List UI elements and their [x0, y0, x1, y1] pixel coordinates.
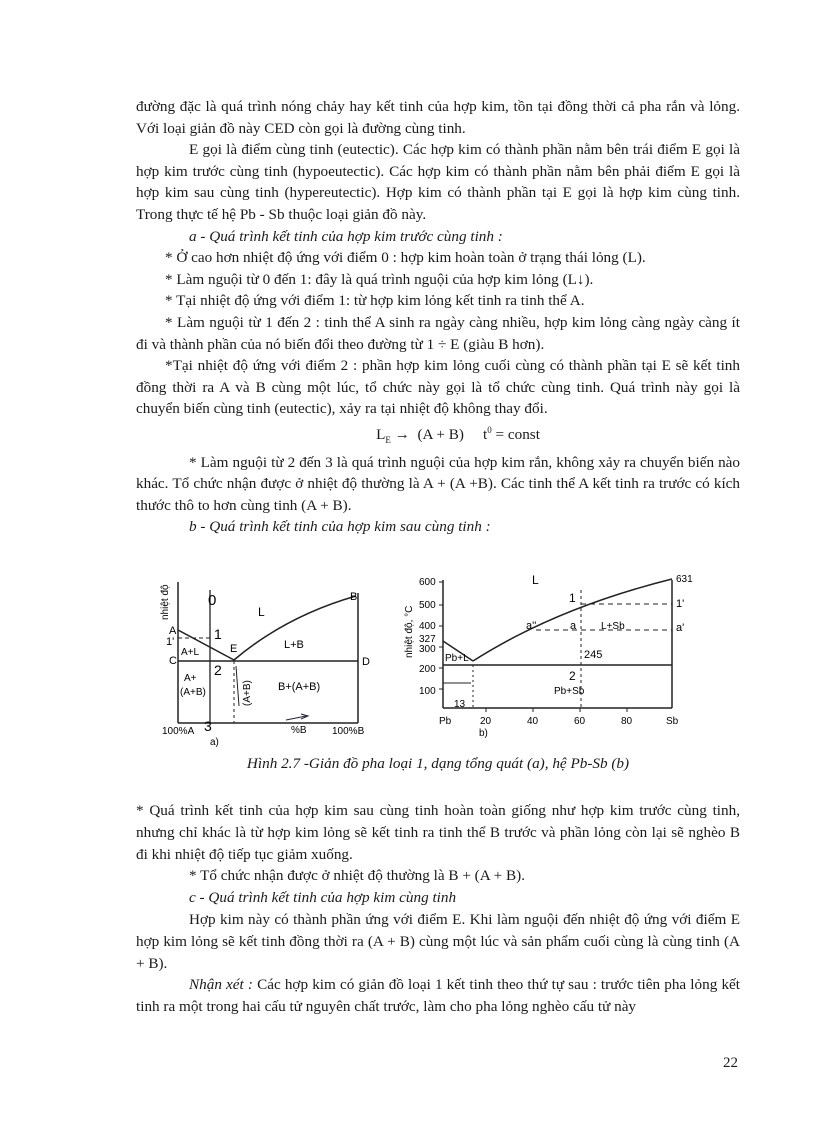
figure-caption: Hình 2.7 -Giản đồ pha loại 1, dạng tổng quát (a), hệ Pb-Sb (b) — [246, 755, 630, 772]
phase-diagram-b — [404, 573, 693, 739]
label: L — [532, 573, 539, 587]
label: (A+B) — [242, 680, 253, 706]
label: L+Sb — [601, 621, 625, 632]
phase-diagram-a — [160, 582, 370, 748]
label: 3 — [204, 718, 212, 734]
label: b) — [479, 728, 488, 739]
label: 1' — [676, 598, 685, 610]
y-tick: 400 — [419, 621, 436, 632]
x-tick: 20 — [480, 716, 492, 727]
y-tick: 300 — [419, 644, 436, 655]
label: 631 — [676, 574, 693, 585]
remark-text: Các hợp kim có giản đồ loại 1 kết tinh theo thứ tự sau : trước tiên pha lỏng kết tinh ra một trong hai cấu tử nguyên chất trước, làm cho pha lỏng nghèo cấu tử này — [136, 976, 741, 1016]
paragraph: đường đặc là quá trình nóng chảy hay kết tinh của hợp kim, tồn tại đồng thời cả pha rắn và lỏng. Với loại giản đồ này CED còn gọi là đường cùng tinh. — [136, 98, 740, 137]
label: E — [230, 643, 238, 655]
label: B — [350, 591, 358, 603]
label: 13 — [454, 699, 466, 710]
paragraph: * Tại nhiệt độ ứng với điểm 1: từ hợp kim lỏng kết tinh ra tinh thể A. — [165, 292, 585, 310]
label: Pb+L — [445, 653, 469, 664]
y-tick: 200 — [419, 664, 436, 675]
paragraph: * Làm nguội từ 1 đến 2 : tinh thể A sinh ra ngày càng nhiều, hợp kim lỏng càng ngày càng ít đi và thành phần của nó biến đổi theo đường từ 1 ÷ E (giàu B hơn). — [136, 313, 740, 353]
paragraph: *Tại nhiệt độ ứng với điểm 2 : phần hợp kim lỏng cuối cùng có thành phần tại E sẽ kết tinh đồng thời ra A và B cùng một lúc, tổ chức này gọi là tổ chức cùng tinh. Quá trình này gọi là chuyển biến cùng tinh (eutectic), xảy ra tại nhiệt độ không thay đổi. — [136, 357, 740, 418]
x-tick: 60 — [574, 716, 586, 727]
x-tick: 40 — [527, 716, 539, 727]
paragraph: * Tổ chức nhận được ở nhiệt độ thường là B + (A + B). — [189, 867, 526, 885]
x-tick: Sb — [666, 716, 679, 727]
axis-label: nhiệt độ — [160, 584, 171, 620]
label: (A+B) — [180, 687, 206, 698]
label: a — [570, 620, 577, 632]
label: D — [362, 656, 370, 668]
label: C — [169, 655, 177, 667]
paragraph: * Làm nguội từ 0 đến 1: đây là quá trình nguội của hợp kim lỏng (L↓). — [165, 270, 594, 288]
label: a' — [676, 622, 685, 634]
section-heading-c: c - Quá trình kết tinh của hợp kim cùng tinh — [189, 889, 457, 907]
label: 2 — [214, 662, 222, 678]
label: 100%B — [332, 726, 365, 737]
paragraph: * Làm nguội từ 2 đến 3 là quá trình nguội của hợp kim rắn, không xảy ra chuyển biến nào khác. Tổ chức nhận được ở nhiệt độ thường là A + (A +B). Các tinh thể A kết tinh ra trước có kích thước thô to hơn cùng tinh (A + B). — [136, 453, 740, 514]
paragraph: E gọi là điểm cùng tinh (eutectic). Các hợp kim có thành phần nằm bên trái điểm E gọi là hợp kim trước cùng tinh (hypoeutectic). Các hợp kim có thành phần nằm bên phải điểm E gọi là hợp kim sau cùng tinh (hypereutectic). Hợp kim có thành phần tại E gọi là hợp kim cùng tinh. Trong thực tế hệ Pb - Sb thuộc loại giản đồ này. — [136, 141, 740, 223]
label: L — [258, 605, 265, 619]
label: A+ — [184, 673, 197, 684]
section-heading-a: a - Quá trình kết tinh của hợp kim trước cùng tinh : — [189, 227, 503, 245]
body-text-top — [136, 96, 740, 538]
figure-phase-diagrams — [136, 568, 740, 756]
body-text-bottom — [136, 800, 740, 1018]
label: 245 — [584, 649, 603, 661]
y-tick: 100 — [419, 686, 436, 697]
label: 1 — [214, 626, 222, 642]
label: A — [169, 625, 177, 637]
y-tick: 500 — [419, 600, 436, 611]
label: 100%A — [162, 726, 195, 737]
y-tick: 600 — [419, 577, 436, 588]
label: a) — [210, 737, 219, 748]
paragraph: * Quá trình kết tinh của hợp kim sau cùng tinh hoàn toàn giống như hợp kim trước cùng tinh, nhưng chỉ khác là từ hợp kim lỏng sẽ kết tinh ra tinh thể B trước và phần lỏng còn lại sẽ nghèo B đi khi nhiệt độ tiếp tục giảm xuống. — [136, 802, 740, 863]
label: a'' — [526, 620, 537, 632]
label: %B — [291, 725, 307, 736]
x-tick: 80 — [621, 716, 633, 727]
label: 1' — [166, 636, 175, 648]
section-heading-b: b - Quá trình kết tinh của hợp kim sau cùng tinh : — [189, 518, 491, 536]
remark-label: Nhận xét : — [189, 976, 253, 994]
remark-paragraph — [136, 974, 740, 1018]
x-tick: Pb — [439, 716, 452, 727]
label: 2 — [569, 669, 576, 683]
eutectic-equation: $L_E \to (A + B)$ $t^0$ = const — [376, 424, 540, 445]
label: 0 — [208, 592, 217, 609]
page-number: 22 — [723, 1055, 738, 1071]
y-tick: 327 — [419, 634, 436, 645]
label: Pb+Sb — [554, 686, 585, 697]
label: 1 — [569, 591, 576, 605]
label: L+B — [284, 639, 304, 651]
label: A+L — [181, 647, 200, 658]
axis-label: nhiệt độ, °C — [404, 605, 415, 658]
label: B+(A+B) — [278, 681, 321, 693]
paragraph: * Ở cao hơn nhiệt độ ứng với điểm 0 : hợp kim hoàn toàn ở trạng thái lỏng (L). — [165, 249, 646, 267]
paragraph: Hợp kim này có thành phần ứng với điểm E. Khi làm nguội đến nhiệt độ ứng với điểm E hợp kim lỏng sẽ kết tinh đồng thời ra (A + B) cùng một lúc và sản phẩm cuối cùng là cùng tinh (A + B). — [136, 910, 740, 972]
